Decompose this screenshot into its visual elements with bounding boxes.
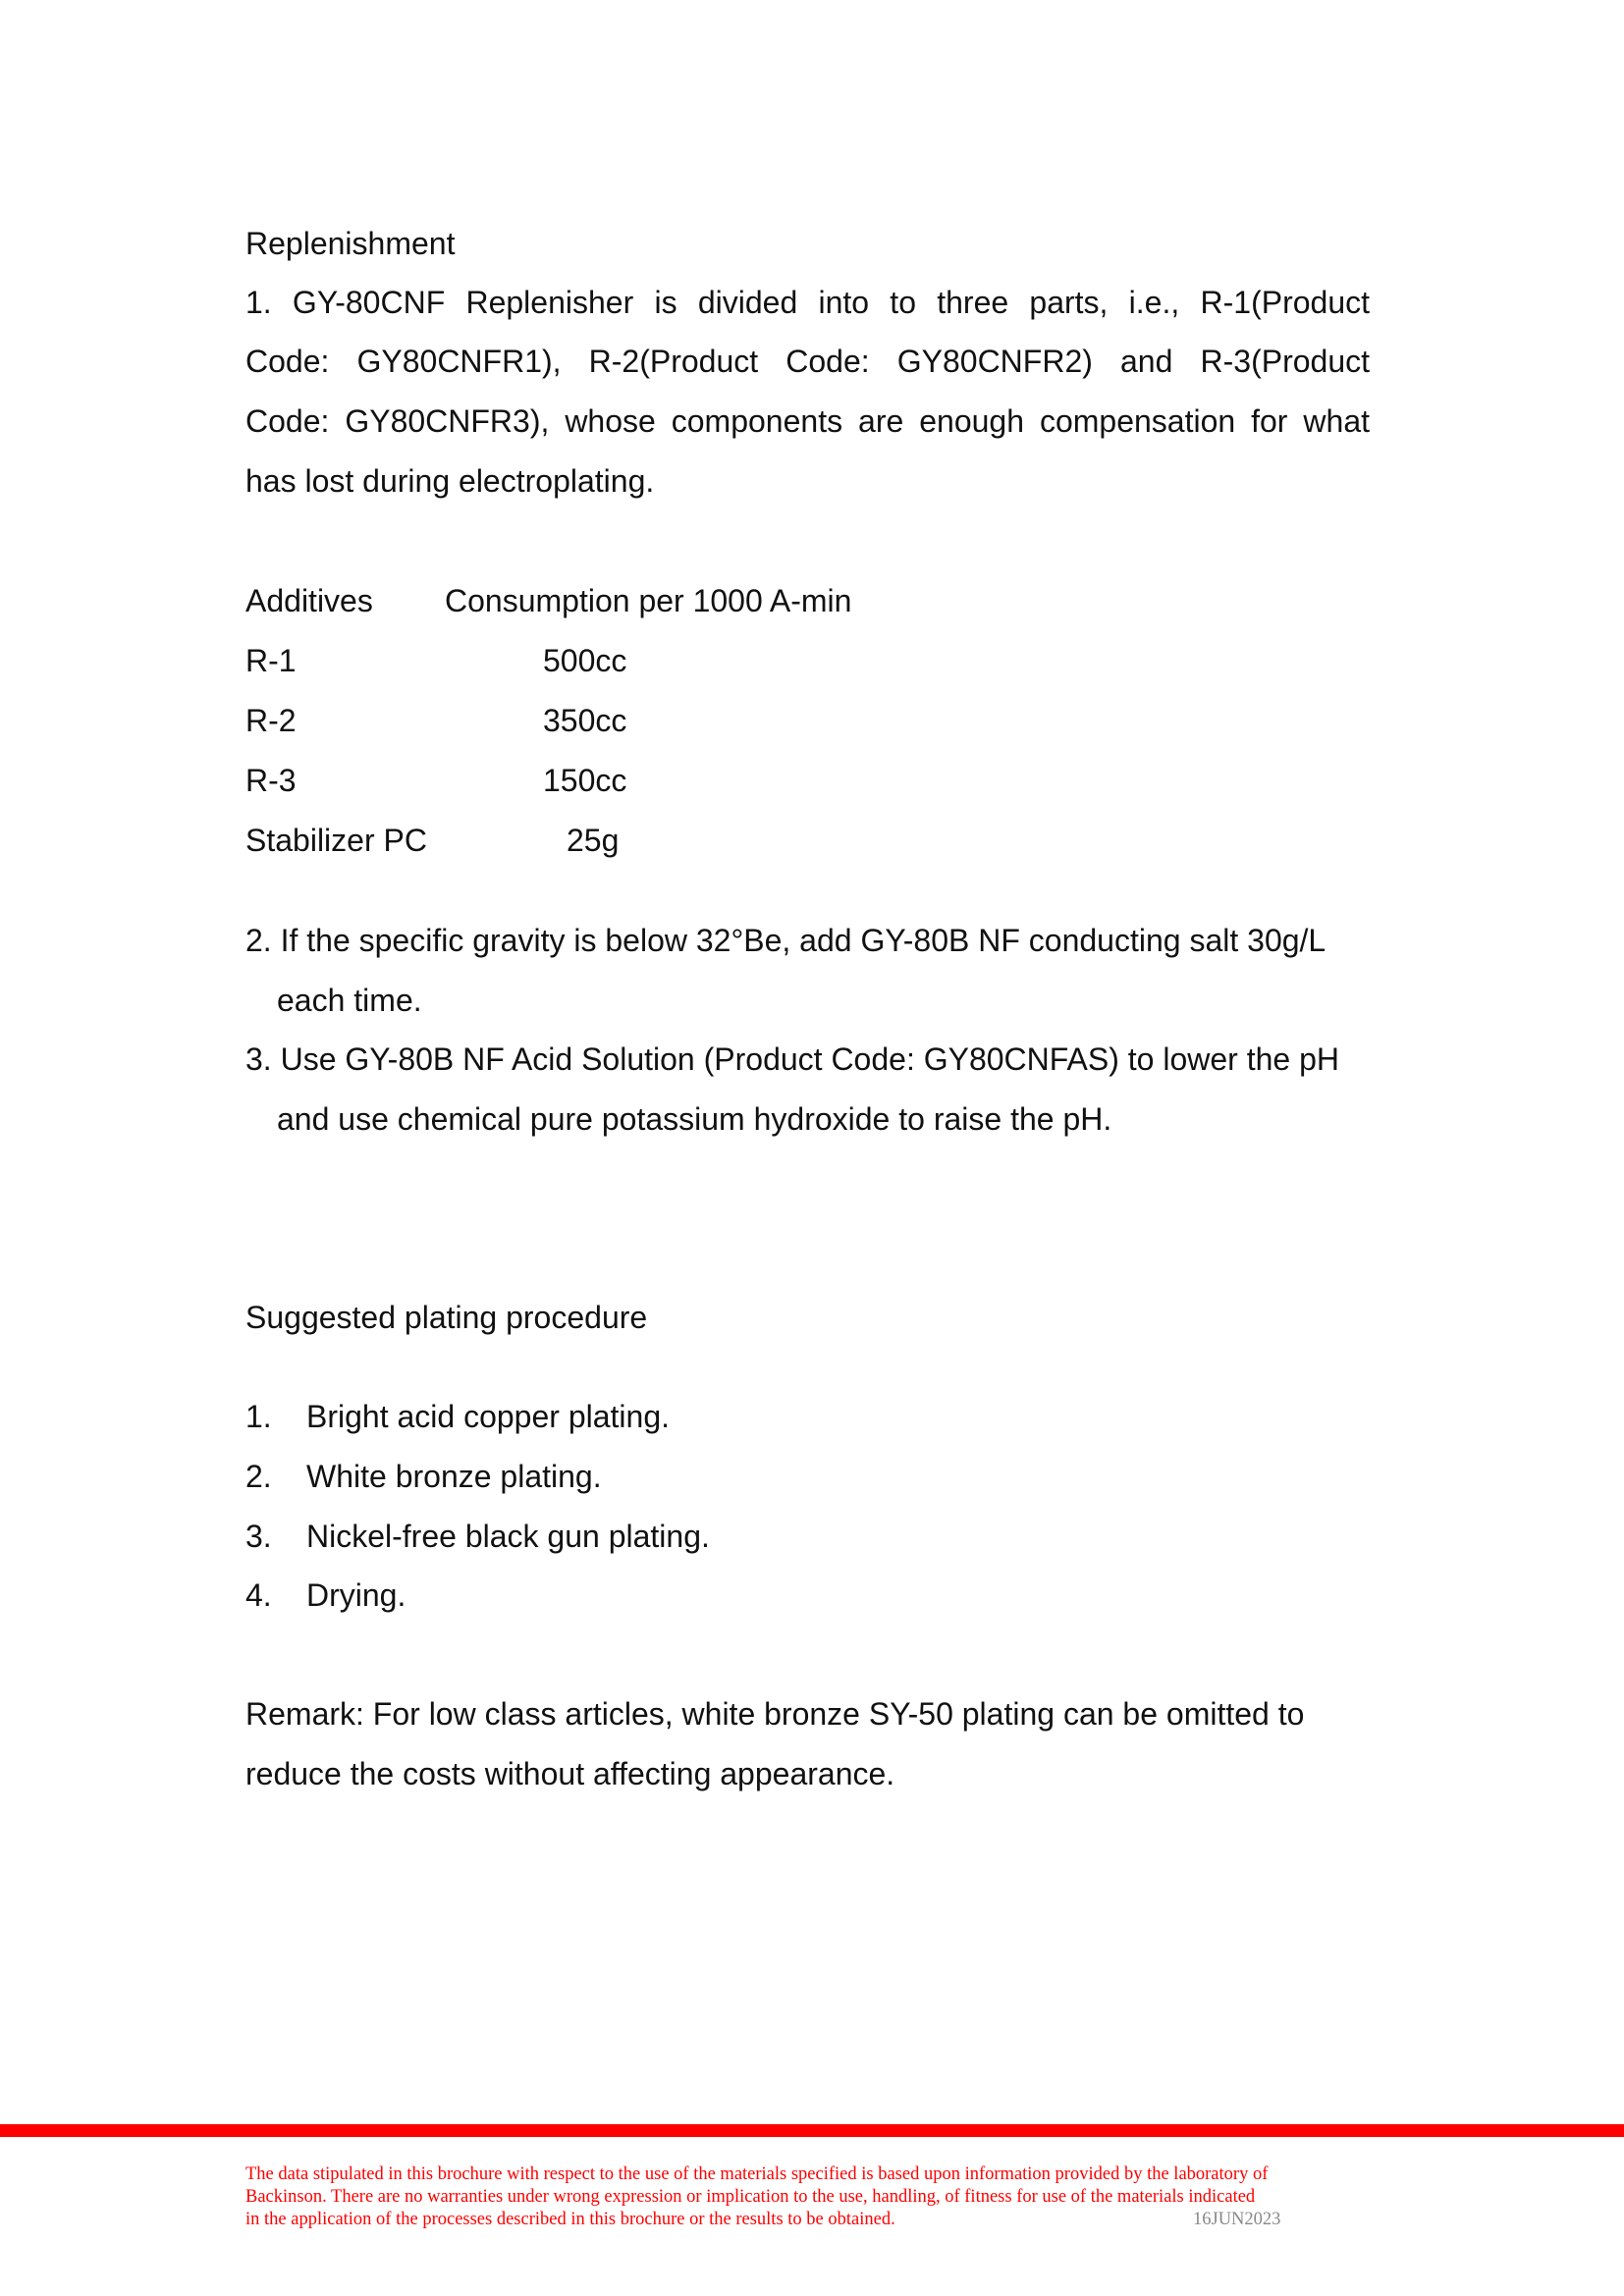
procedure-step-text: Drying. <box>306 1577 406 1613</box>
procedure-step-number: 1. <box>245 1399 272 1434</box>
footer-date: 16JUN2023 <box>1193 2210 1281 2229</box>
table-row-value: 150cc <box>543 763 627 798</box>
table-row-name: Stabilizer PC <box>245 823 427 858</box>
table-row-value: 25g <box>567 823 620 858</box>
procedure-step-text: White bronze plating. <box>306 1459 602 1494</box>
table-row-name: R-3 <box>245 763 297 798</box>
table-row-name: R-2 <box>245 703 297 738</box>
footer-disclaimer-line: in the application of the processes described in this brochure or the results to be obtained. <box>245 2210 895 2229</box>
procedure-step-number: 4. <box>245 1577 272 1613</box>
replenishment-para1-line: has lost during electroplating. <box>245 463 655 499</box>
replenishment-item-2: 2. If the specific gravity is below 32°Be, add GY-80B NF conducting salt 30g/L <box>245 923 1326 958</box>
footer-disclaimer-line: The data stipulated in this brochure with respect to the use of the materials specified is based upon information provided by the laboratory of <box>245 2164 1269 2184</box>
table-row-name: R-1 <box>245 643 297 678</box>
replenishment-item-3-cont: and use chemical pure potassium hydroxide to raise the pH. <box>277 1101 1112 1137</box>
replenishment-para1-line: 1. GY-80CNF Replenisher is divided into to three parts, i.e., R-1(Product <box>245 285 1370 320</box>
procedure-step-number: 2. <box>245 1459 272 1494</box>
replenishment-item-3: 3. Use GY-80B NF Acid Solution (Product Code: GY80CNFAS) to lower the pH <box>245 1041 1339 1077</box>
procedure-heading: Suggested plating procedure <box>245 1300 648 1335</box>
replenishment-para1-line: Code: GY80CNFR3), whose components are enough compensation for what <box>245 403 1370 439</box>
table-header-consumption: Consumption per 1000 A-min <box>445 583 852 618</box>
replenishment-heading: Replenishment <box>245 226 456 261</box>
remark-line: reduce the costs without affecting appearance. <box>245 1756 895 1791</box>
table-row-value: 500cc <box>543 643 627 678</box>
remark-line: Remark: For low class articles, white bronze SY-50 plating can be omitted to <box>245 1696 1305 1732</box>
table-header-additives: Additives <box>245 583 373 618</box>
table-row-value: 350cc <box>543 703 627 738</box>
procedure-step-text: Bright acid copper plating. <box>306 1399 670 1434</box>
footer-divider <box>0 2124 1624 2137</box>
footer-disclaimer-line: Backinson. There are no warranties under wrong expression or implication to the use, handling, of fitness for use of the materials indicated <box>245 2187 1256 2207</box>
replenishment-item-2-cont: each time. <box>277 983 422 1018</box>
replenishment-para1-line: Code: GY80CNFR1), R-2(Product Code: GY80CNFR2) and R-3(Product <box>245 344 1370 379</box>
procedure-step-number: 3. <box>245 1519 272 1554</box>
procedure-step-text: Nickel-free black gun plating. <box>306 1519 710 1554</box>
